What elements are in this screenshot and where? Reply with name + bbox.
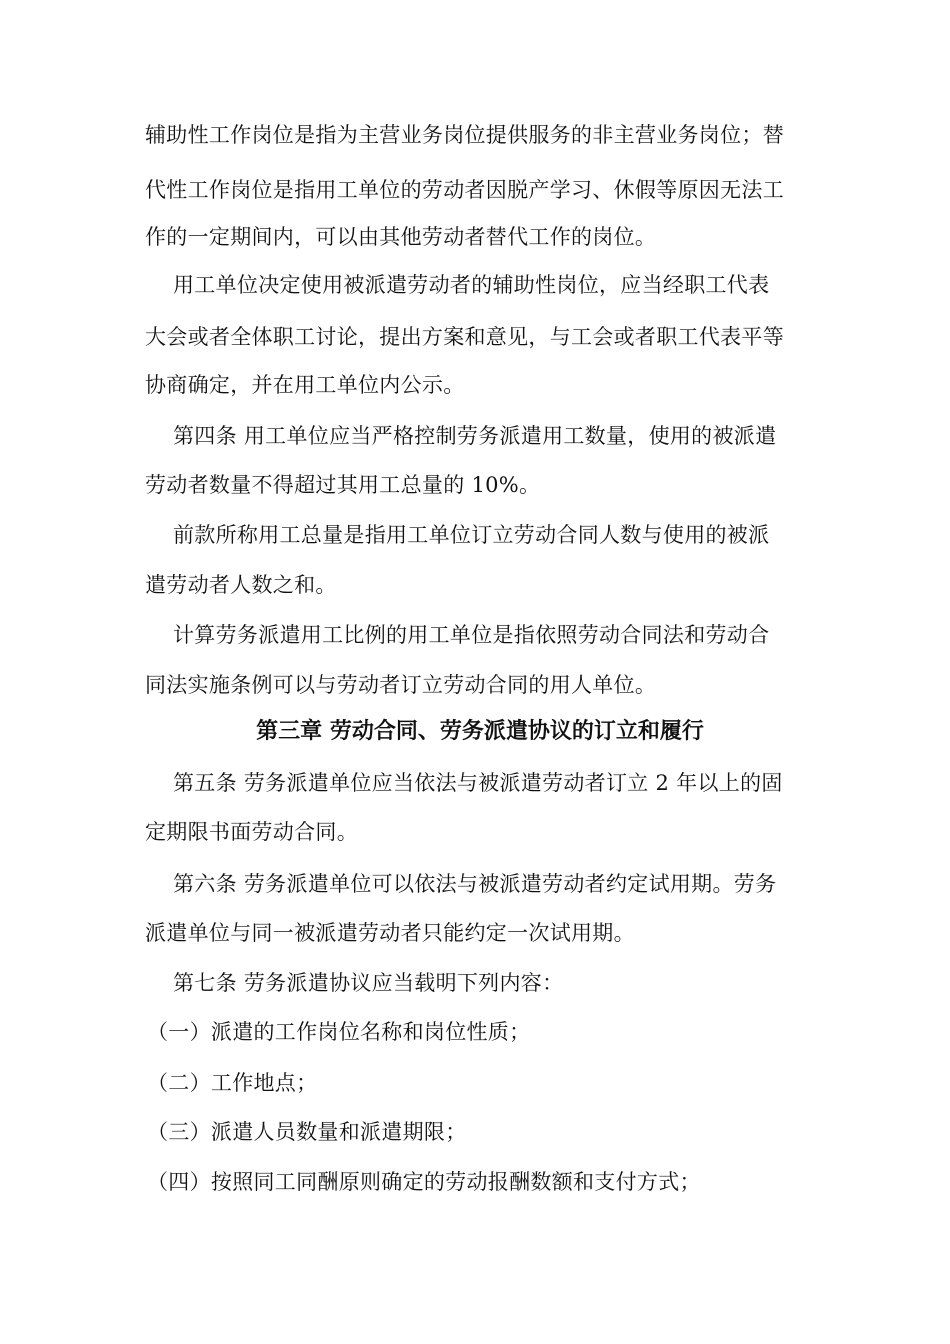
- paragraph-decision-line-3: 协商确定，并在用工单位内公示。: [145, 373, 465, 397]
- list-item: （一）派遣的工作岗位名称和岗位性质；: [147, 1020, 531, 1044]
- paragraph-auxiliary-line-3: 作的一定期间内，可以由其他劳动者替代工作的岗位。: [145, 225, 657, 249]
- article-4-line-2: 劳动者数量不得超过其用工总量的 10%。: [145, 473, 541, 497]
- list-item: （四）按照同工同酬原则确定的劳动报酬数额和支付方式；: [147, 1170, 701, 1194]
- paragraph-auxiliary-line-2: 代性工作岗位是指用工单位的劳动者因脱产学习、休假等原因无法工: [145, 178, 784, 202]
- paragraph-ratio-line-1: 计算劳务派遣用工比例的用工单位是指依照劳动合同法和劳动合: [173, 623, 770, 647]
- article-5-line-2: 定期限书面劳动合同。: [145, 820, 358, 844]
- paragraph-decision-line-1: 用工单位决定使用被派遣劳动者的辅助性岗位，应当经职工代表: [173, 273, 770, 297]
- paragraph-ratio-line-2: 同法实施条例可以与劳动者订立劳动合同的用人单位。: [145, 673, 657, 697]
- chapter-heading: 第三章 劳动合同、劳务派遣协议的订立和履行: [256, 719, 704, 744]
- article-6-line-2: 派遣单位与同一被派遣劳动者只能约定一次试用期。: [145, 921, 635, 945]
- article-5-line-1: 第五条 劳务派遣单位应当依法与被派遣劳动者订立 2 年以上的固: [173, 771, 783, 795]
- list-item: （三）派遣人员数量和派遣期限；: [147, 1120, 467, 1144]
- list-item: （二）工作地点；: [147, 1071, 318, 1095]
- article-6-line-1: 第六条 劳务派遣单位可以依法与被派遣劳动者约定试用期。劳务: [173, 872, 777, 896]
- paragraph-total-line-2: 遣劳动者人数之和。: [145, 573, 337, 597]
- article-4-line-1: 第四条 用工单位应当严格控制劳务派遣用工数量，使用的被派遣: [173, 424, 777, 448]
- paragraph-auxiliary-line-1: 辅助性工作岗位是指为主营业务岗位提供服务的非主营业务岗位；替: [145, 123, 784, 147]
- paragraph-total-line-1: 前款所称用工总量是指用工单位订立劳动合同人数与使用的被派: [173, 523, 770, 547]
- paragraph-decision-line-2: 大会或者全体职工讨论，提出方案和意见，与工会或者职工代表平等: [145, 325, 784, 349]
- article-7-line-1: 第七条 劳务派遣协议应当载明下列内容：: [173, 971, 564, 995]
